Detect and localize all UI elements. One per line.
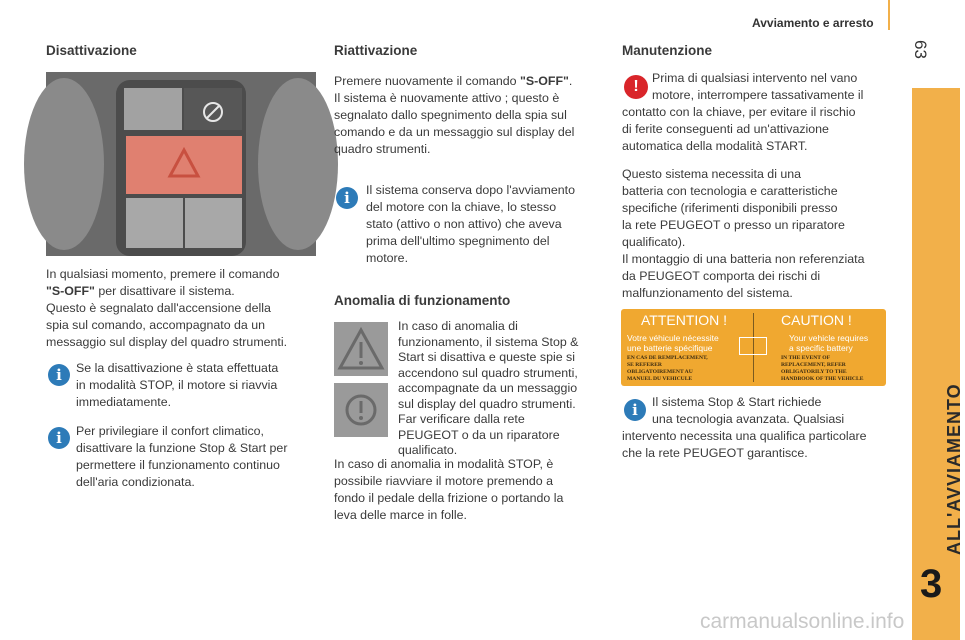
info-icon: i (48, 427, 70, 449)
warning-triangle-icon (334, 322, 388, 376)
battery-paragraph: Questo sistema necessita di una batteria con tecnologia e caratteristiche specifiche (riferimenti disponibili presso la rete PEUGEOT o presso un riparatore qualificato). Il montaggio di una batteria non referenziata da PEUGEOT comporta dei rischi di malfunzionamento del sistema. (622, 167, 865, 300)
section-title: Avviamento e arresto (752, 16, 874, 30)
watermark: carmanualsonline.info (700, 610, 905, 633)
battery-warning-label (621, 309, 886, 386)
header-rule (888, 0, 890, 30)
info-icon: i (48, 364, 70, 386)
chapter-number: 3 (920, 562, 943, 606)
disattivazione-paragraph: In qualsiasi momento, premere il comando "S-OFF" per disattivare il sistema. Questo è segnalato dall'accensione della spia sul comando, accompagnato da un messaggio sul display del quadro strumenti. (46, 267, 288, 349)
warning-exclamation-icon: ! (624, 75, 648, 99)
s-off-button-photo (46, 72, 316, 256)
label-attention: ATTENTION ! (641, 312, 728, 328)
label-caution: CAUTION ! (781, 312, 852, 328)
stop-start-fault-icon (334, 383, 388, 437)
maintenance-warning: Prima di qualsiasi intervento nel vano motore, interrompere tassativamente il contatto con la chiave, per evitare il rischio di ferite conseguenti ad un'attivazione automatica della modalità START. (622, 71, 864, 153)
page-number: 63 (911, 40, 930, 59)
heading-anomalia: Anomalia di funzionamento (334, 293, 511, 308)
anomaly-paragraph: In caso di anomalia di funzionamento, il sistema Stop & Start si disattiva e queste spie si accendono sul quadro strumenti, accompagnate da un messaggio sul display del quadro strumenti. Far verificare dalla rete PEUGEOT o da un riparatore qualificato. (398, 319, 579, 457)
heading-riattivazione: Riattivazione (334, 43, 418, 58)
riattivazione-paragraph: Premere nuovamente il comando "S-OFF". Il sistema è nuovamente attivo ; questo è segnalato dallo spegnimento della spia sul comando e da un messaggio sul display del quadro strumenti. (334, 74, 575, 156)
info-icon: i (624, 399, 646, 421)
label-en-small: IN THE EVENT OF REPLACEMENT, REFER OBLIGATORILY TO THE HANDBOOK OF THE VEHICLE (781, 355, 864, 382)
label-fr-text: Votre véhicule nécessite une batterie spécifique (627, 333, 719, 353)
info-note-technology: Il sistema Stop & Start richiede una tecnologia avanzata. Qualsiasi intervento necessita una qualifica particolare che la rete PEUGEOT garantisce. (622, 395, 867, 460)
info-note-state: Il sistema conserva dopo l'avviamento del motore con la chiave, lo stesso stato (attivo o non attivo) che aveva prima dell'ultimo spegnimento del motore. (366, 183, 575, 265)
heading-manutenzione: Manutenzione (622, 43, 712, 58)
battery-icon (739, 337, 767, 355)
info-note-stop: Se la disattivazione è stata effettuata in modalità STOP, il motore si riavvia immediatamente. (76, 361, 279, 409)
stop-mode-paragraph: In caso di anomalia in modalità STOP, è possibile riavviare il motore premendo a fondo il pedale della frizione o portando la leva delle marce in folle. (334, 457, 564, 522)
label-en-text: Your vehicle requires a specific battery (789, 333, 869, 353)
label-fr-small: EN CAS DE REMPLACEMENT, SE REFERER OBLIGATOIREMENT AU MANUEL DU VEHICULE (627, 355, 708, 382)
info-icon: i (336, 187, 358, 209)
info-note-climate: Per privilegiare il confort climatico, disattivare la funzione Stop & Start per permettere il funzionamento continuo dell'aria condizionata. (76, 424, 288, 489)
heading-disattivazione: Disattivazione (46, 43, 137, 58)
chapter-title: ALL'AVVIAMENTO (944, 383, 964, 555)
